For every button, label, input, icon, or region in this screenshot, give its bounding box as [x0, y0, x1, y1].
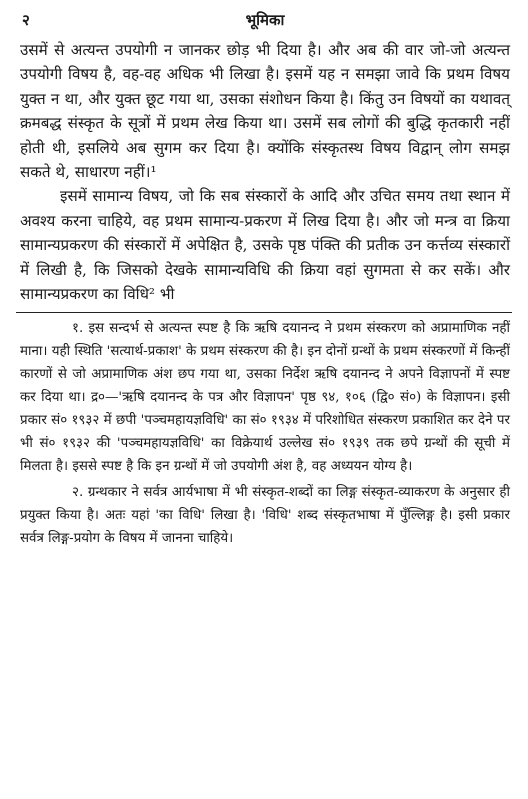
- main-paragraph: इसमें सामान्य विषय, जो कि सब संस्कारों के आदि और उचित समय तथा स्थान में अवश्य करना चाहिये, वह प्रथम सामान्य-प्रकरण में लिख दिया है। और जो मन्त्र वा क्रिया सामान्यप्रकरण की संस्कारों में अपेक्षित है, उसके पृष्ठ पंक्ति की प्रतीक उन कर्त्तव्य संस्कारों में लिखी है, कि जिसको देखके सामान्यविधि की क्रिया वहां सुगमता से कर सकें। और सामान्यप्रकरण का विधि² भी: [20, 187, 510, 304]
- footnote-1: १. इस सन्दर्भ से अत्यन्त स्पष्ट है कि ऋषि दयानन्द ने प्रथम संस्करण को अप्रामाणिक नहीं माना। यही स्थिति 'सत्यार्थ-प्रकाश' के प्रथम संस्करण की है। इन दोनों ग्रन्थों के प्रथम संस्करणों में किन्हीं कारणों से जो अप्रामाणिक अंश छप गया था, उसका निर्देश ऋषि दयानन्द ने अपने विज्ञापनों में स्पष्ट कर दिया था। द्र०—'ऋषि दयानन्द के पत्र और विज्ञापन' पृष्ठ ९४, १०६ (द्वि० सं०) के विज्ञापन। इसी प्रकार सं० १९३२ में छपी 'पञ्चमहायज्ञविधि' का सं० १९३४ में परिशोधित संस्करण प्रकाशित कर देने पर भी सं० १९३२ की 'पञ्चमहायज्ञविधि' का विक्रेयार्थ उल्लेख सं० १९३९ तक छपे ग्रन्थों की सूची में मिलता है। इससे स्पष्ट है कि इन ग्रन्थों में जो उपयोगी अंश है, वह अध्ययन योग्य है।: [20, 321, 510, 475]
- running-title: भूमिका: [245, 11, 285, 29]
- main-paragraph: उसमें से अत्यन्त उपयोगी न जानकर छोड़ भी दिया है। और अब की वार जो-जो अत्यन्त उपयोगी विषय है, वह-वह अधिक भी लिखा है। इसमें यह न समझा जावे कि प्रथम विषय युक्त न था, और युक्त छूट गया था, उसका संशोधन किया है। किंतु उन विषयों का यथावत् क्रमबद्ध संस्कृत के सूत्रों में प्रथम लेख किया था। उसमें सब लोगों की बुद्धि कृतकारी नहीं होती थी, इसलिये अब सुगम कर दिया है। क्योंकि संस्कृतस्थ विषय विद्वान् लोग समझ सकते थे, साधारण नहीं।¹: [20, 41, 510, 182]
- main-text: [20, 38, 510, 306]
- footnote-divider: [16, 312, 512, 313]
- page-number: २: [22, 11, 30, 29]
- footnote-2: २. ग्रन्थकार ने सर्वत्र आर्यभाषा में भी संस्कृत-शब्दों का लिङ्ग संस्कृत-व्याकरण के अनुसार ही प्रयुक्त किया है। अतः यहां 'का विधि' लिखा है। 'विधि' शब्द संस्कृतभाषा में पुँल्लिङ्ग है। इसी प्रकार सर्वत्र लिङ्ग-प्रयोग के विषय में जानना चाहिये।: [20, 485, 510, 547]
- page-header: [20, 8, 510, 34]
- footnotes: [20, 317, 510, 550]
